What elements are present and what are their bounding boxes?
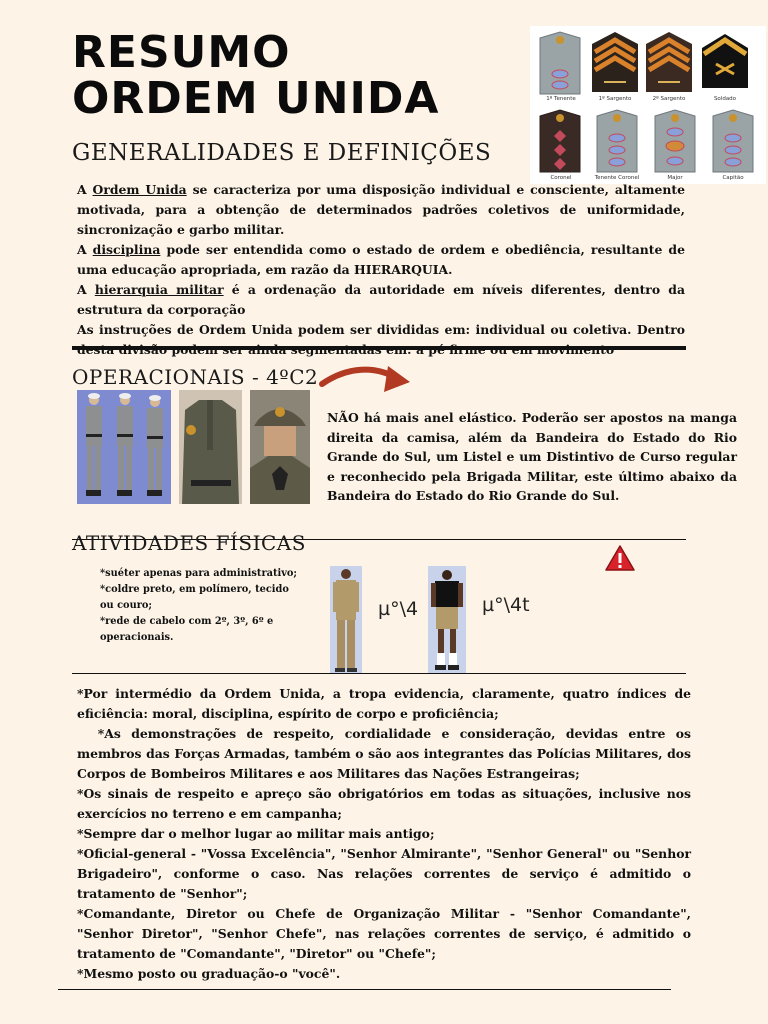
rule-item: *Sempre dar o melhor lugar ao militar mais antigo; — [77, 826, 435, 841]
rule-item: *Comandante, Diretor ou Chefe de Organização Militar - "Senhor Comandante", "Senhor Diretor", "Senhor Chefe", nas relações correntes de serviço, é admitido o tratamento de "Comandante", "Diretor" ou "Chefe"; — [77, 906, 691, 961]
training-uniform-label-1: µ°\4 — [378, 598, 419, 620]
uniform-photo-group — [77, 390, 171, 504]
definition-disciplina: A disciplina pode ser entendida como o estado de ordem e obediência, resultante de uma educação apropriada, em razão da HIERARQUIA. — [77, 242, 685, 277]
epaulette-coronel-icon — [535, 108, 585, 174]
footer-divider — [58, 989, 671, 990]
rule-item: *Oficial-general - "Vossa Excelência", "Senhor Almirante", "Senhor General" ou "Senhor Brigadeiro", conforme o caso. Nas relações correntes de serviço é admitido o tratamento de "Senhor"; — [77, 846, 691, 901]
uniform-photo-sweater — [179, 390, 242, 504]
uniform-notes — [100, 566, 300, 646]
title-line-2: ORDEM UNIDA — [72, 73, 440, 124]
training-uniform-label-2: µ°\4t — [482, 594, 530, 616]
operacionais-text: NÃO há mais anel elástico. Poderão ser apostos na manga direita da camisa, além da Bandeira do Estado do Rio Grande do Sul, um Listel e um Distintivo de Curso regular e reconhecido pela Brigada Militar, este último abaixo da Bandeira do Estado do Rio Grande do Sul. — [327, 410, 737, 503]
title-line-1: RESUMO — [72, 27, 291, 78]
definition-instrucoes: As instruções de Ordem Unida podem ser divididas em: individual ou coletiva. Dentro — [77, 322, 685, 337]
rule-item: *Por intermédio da Ordem Unida, a tropa evidencia, claramente, quatro índices de eficiência: moral, disciplina, espírito de corpo e proficiência; — [77, 686, 691, 721]
term-hierarquia: hierarquia militar — [94, 282, 224, 297]
section-divider — [72, 346, 686, 350]
epaulette-major-icon — [650, 108, 700, 174]
section-heading-atividades-fisicas: ATIVIDADES FÍSICAS — [72, 531, 306, 555]
rule-item: *Os sinais de respeito e apreço são obrigatórios em todas as situações, inclusive nos exercícios no terreno e em campanha; — [77, 786, 691, 821]
note-item: *suéter apenas para administrativo; — [100, 568, 298, 579]
definition-hierarquia: A hierarquia militar é a ordenação da autoridade em níveis diferentes, dentro da estrutura da corporação — [77, 282, 685, 317]
section-divider — [72, 673, 686, 674]
insignia-label: Coronel — [550, 175, 572, 181]
warning-icon — [604, 544, 636, 572]
note-item: *rede de cabelo com 2º, 3º, 6º e operacionais. — [100, 616, 274, 643]
term-ordem-unida: Ordem Unida — [92, 182, 187, 197]
page-title — [72, 27, 440, 124]
definition-ordem-unida: A Ordem Unida se caracteriza por uma disposição individual e consciente, altamente motivada, para a obtenção de determinados padrões coletivos de uniformidade, sincronização e garbo militar. — [77, 182, 685, 237]
insignia-label: 1º Sargento — [598, 96, 632, 102]
uniform-photo-training-full — [330, 566, 362, 674]
section-heading-generalidades: GENERALIDADES E DEFINIÇÕES — [72, 140, 492, 166]
insignia-label: Tenente Coronel — [594, 175, 640, 181]
uniform-photo-training-shorts — [428, 566, 466, 674]
chevron-1-sargento-icon — [590, 30, 640, 96]
chevron-2-sargento-icon — [644, 30, 694, 96]
insignia-label: Major — [667, 175, 683, 181]
insignia-label: 2º Sargento — [652, 96, 686, 102]
insignia-label: 1º Tenente — [546, 96, 576, 102]
epaulette-1-tenente-icon — [535, 30, 585, 96]
insignia-panel — [530, 26, 766, 184]
insignia-label: Soldado — [713, 96, 737, 102]
definitions-text — [77, 180, 685, 360]
insignia-label: Capitão — [722, 175, 744, 181]
chevron-soldado-icon — [700, 30, 750, 96]
curved-arrow-icon — [318, 360, 412, 400]
term-disciplina: disciplina — [92, 242, 161, 257]
rule-item: *As demonstrações de respeito, cordialidade e consideração, devidas entre os membros das Forças Armadas, também o são aos integrantes das Polícias Militares, dos Corpos de Bombeiros Militares e aos Militares das Nações Estrangeiras; — [77, 726, 696, 781]
note-item: *coldre preto, em polímero, tecido ou couro; — [100, 584, 289, 611]
section-heading-operacionais: OPERACIONAIS - 4ºC2 — [72, 365, 319, 389]
epaulette-capitao-icon — [708, 108, 758, 174]
uniform-photo-cap — [250, 390, 310, 504]
respect-rules-text — [77, 684, 696, 984]
rule-item: *Mesmo posto ou graduação-o "você". — [77, 966, 341, 981]
epaulette-tenente-coronel-icon — [592, 108, 642, 174]
